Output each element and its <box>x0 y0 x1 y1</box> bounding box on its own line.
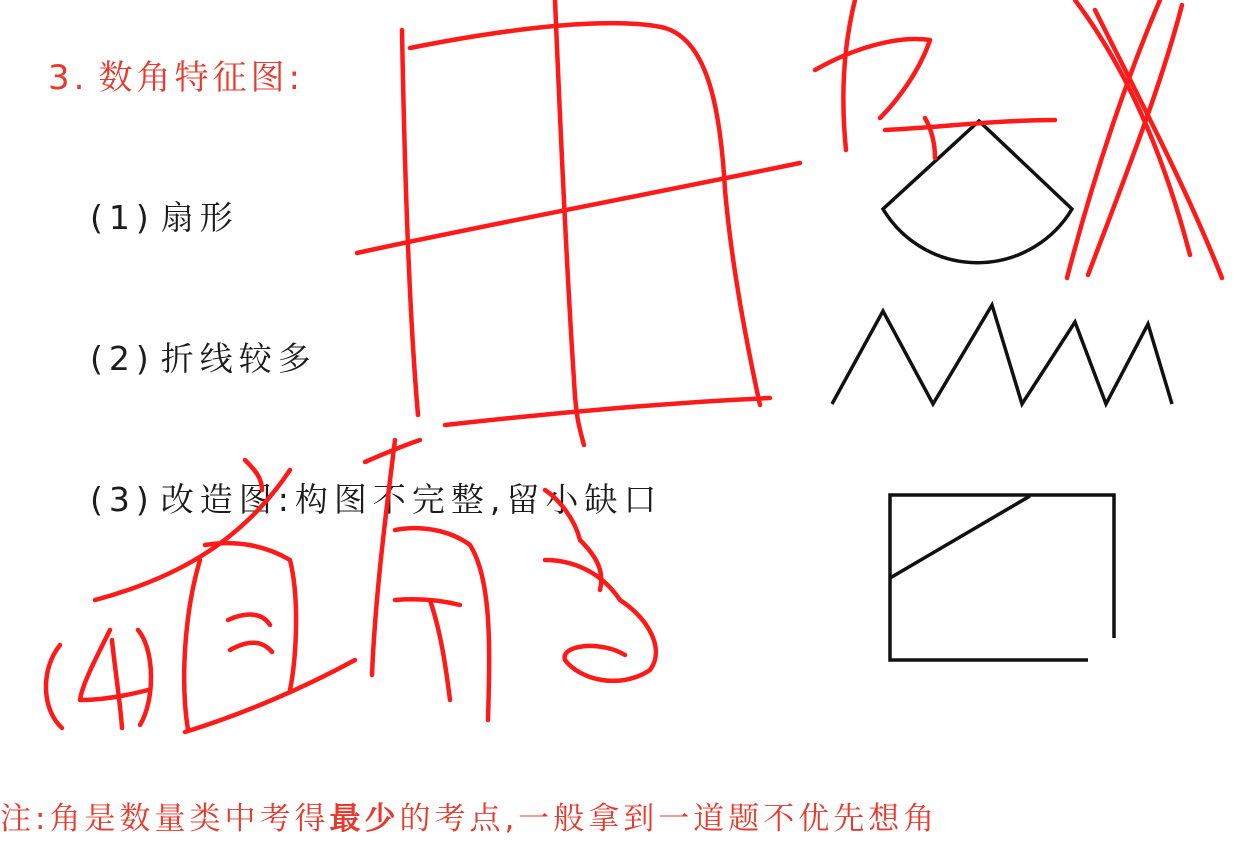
feature-item-sector <box>90 192 239 239</box>
ink-grid-top-right <box>410 23 760 405</box>
section-title: 数角特征图: <box>98 58 304 98</box>
footnote <box>0 793 938 838</box>
ink-topright-char <box>815 0 1055 158</box>
item-label: 改造图:构图不完整,留小缺口 <box>160 480 663 519</box>
ink-grid-bottom <box>445 398 770 425</box>
ink-cross-4 <box>1088 5 1182 275</box>
ink-grid-horizontal <box>357 163 800 253</box>
ink-grid-center-vertical <box>555 0 584 445</box>
feature-item-polyline <box>90 333 317 380</box>
ink-cross-1 <box>1075 0 1190 255</box>
footnote-emphasis: 最少 <box>329 801 400 837</box>
section-number: 3. <box>48 58 89 98</box>
ink-digit-4 <box>80 630 148 728</box>
ink-paren-close <box>138 630 151 725</box>
footnote-suffix: 的考点,一般拿到一道题不优先想角 <box>399 801 939 837</box>
ink-cross-3 <box>1067 0 1160 278</box>
footnote-prefix: 注:角是数量类中考得 <box>0 801 330 837</box>
item-label: 折线较多 <box>160 339 317 378</box>
feature-item-modified <box>90 474 662 521</box>
item-label: 扇形 <box>160 198 239 237</box>
handwriting-transcript <box>0 0 1 1</box>
zigzag-figure <box>832 305 1172 404</box>
section-heading <box>48 50 304 99</box>
ink-paren-open <box>46 645 62 728</box>
ink-grid-left <box>402 30 418 415</box>
item-index: (2) <box>90 339 155 378</box>
item-index: (3) <box>90 480 155 519</box>
sector-figure <box>883 121 1072 263</box>
ink-cross-2 <box>1095 10 1222 278</box>
item-index: (1) <box>90 198 155 237</box>
broken-rectangle-figure <box>890 495 1114 660</box>
